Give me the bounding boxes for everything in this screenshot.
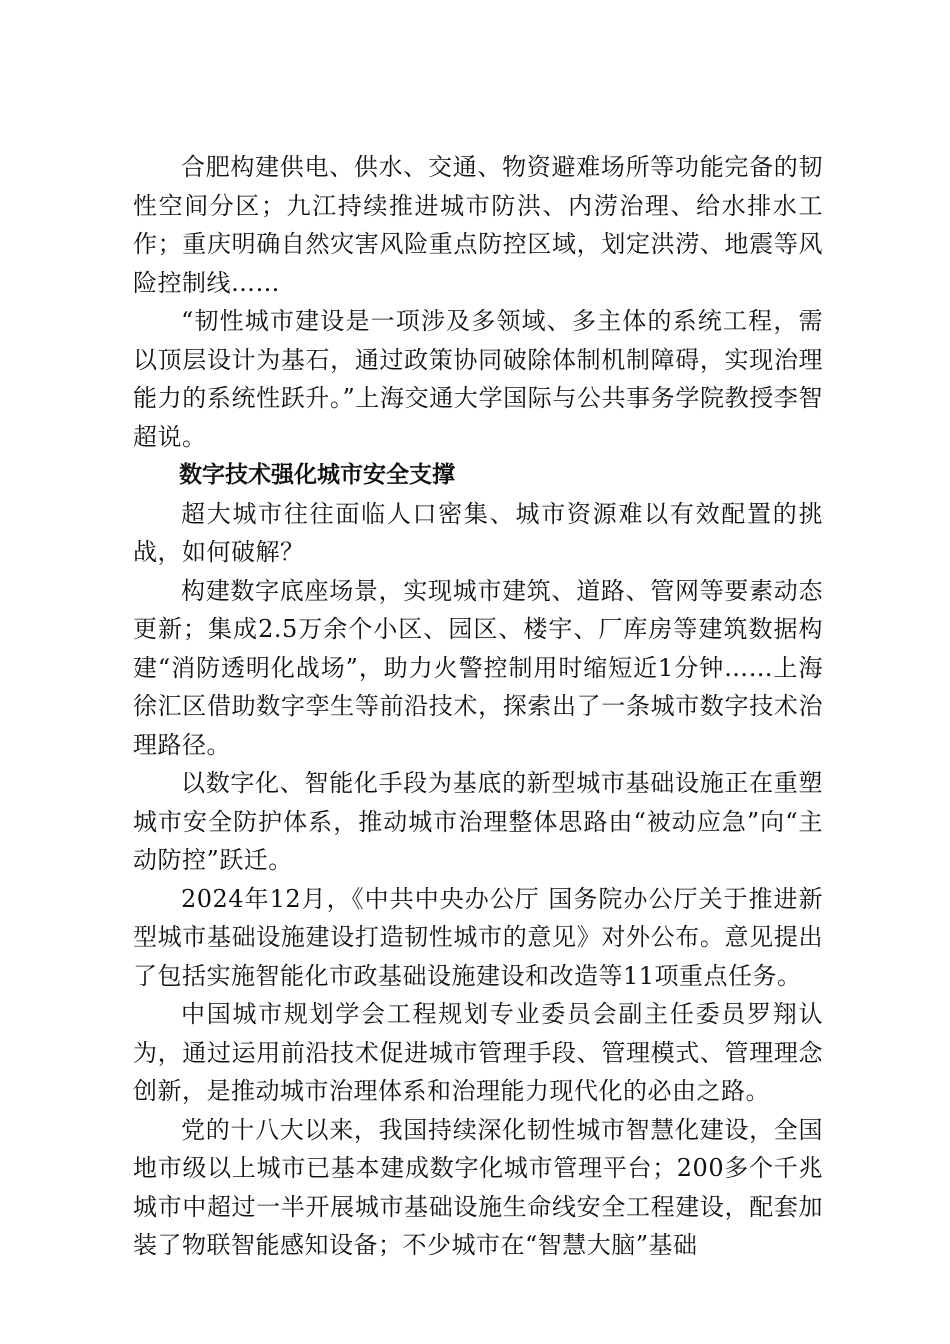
section-heading: 数字技术强化城市安全支撑 <box>179 462 455 488</box>
paragraph-national-progress: 党的十八大以来，我国持续深化韧性城市智慧化建设，全国地市级以上城市已基本建成数字化城市管理平台；200多个千兆城市中超过一半开展城市基础设施生命线安全工程建设，配套加装了物联智能感知设备；不少城市在“智慧大脑”基础 <box>133 1115 823 1259</box>
paragraph-policy-opinion: 2024年12月，《中共中央办公厅 国务院办公厅关于推进新型城市基础设施建设打造韧性城市的意见》对外公布。意见提出了包括实施智能化市政基础设施建设和改造等11项重点任务。 <box>133 884 823 990</box>
paragraph-quote-li-zhichao: “韧性城市建设是一项涉及多领域、多主体的系统工程，需以顶层设计为基石，通过政策协同破除体制机制障碍，实现治理能力的系统性跃升。”上海交通大学国际与公共事务学院教授李智超说。 <box>133 307 823 451</box>
article-body <box>133 148 823 1265</box>
paragraph-megacity-challenge: 超大城市往往面临人口密集、城市资源难以有效配置的挑战，如何破解？ <box>133 499 823 566</box>
paragraph-new-infrastructure: 以数字化、智能化手段为基底的新型城市基础设施正在重塑城市安全防护体系，推动城市治理整体思路由“被动应急”向“主动防控”跃迁。 <box>133 769 823 874</box>
paragraph-luo-xiang-view: 中国城市规划学会工程规划专业委员会副主任委员罗翔认为，通过运用前沿技术促进城市管理手段、管理模式、管理理念创新，是推动城市治理体系和治理能力现代化的必由之路。 <box>133 1000 823 1105</box>
paragraph-hefei-resilience: 合肥构建供电、供水、交通、物资避难场所等功能完备的韧性空间分区；九江持续推进城市防洪、内涝治理、给水排水工作；重庆明确自然灾害风险重点防控区域，划定洪涝、地震等风险控制线…… <box>133 153 823 297</box>
paragraph-xuhui-digital-twin: 构建数字底座场景，实现城市建筑、道路、管网等要素动态更新；集成2.5万余个小区、园区、楼宇、厂库房等建筑数据构建“消防透明化战场”，助力火警控制用时缩短近1分钟……上海徐汇区借助数字孪生等前沿技术，探索出了一条城市数字技术治理路径。 <box>133 576 823 759</box>
